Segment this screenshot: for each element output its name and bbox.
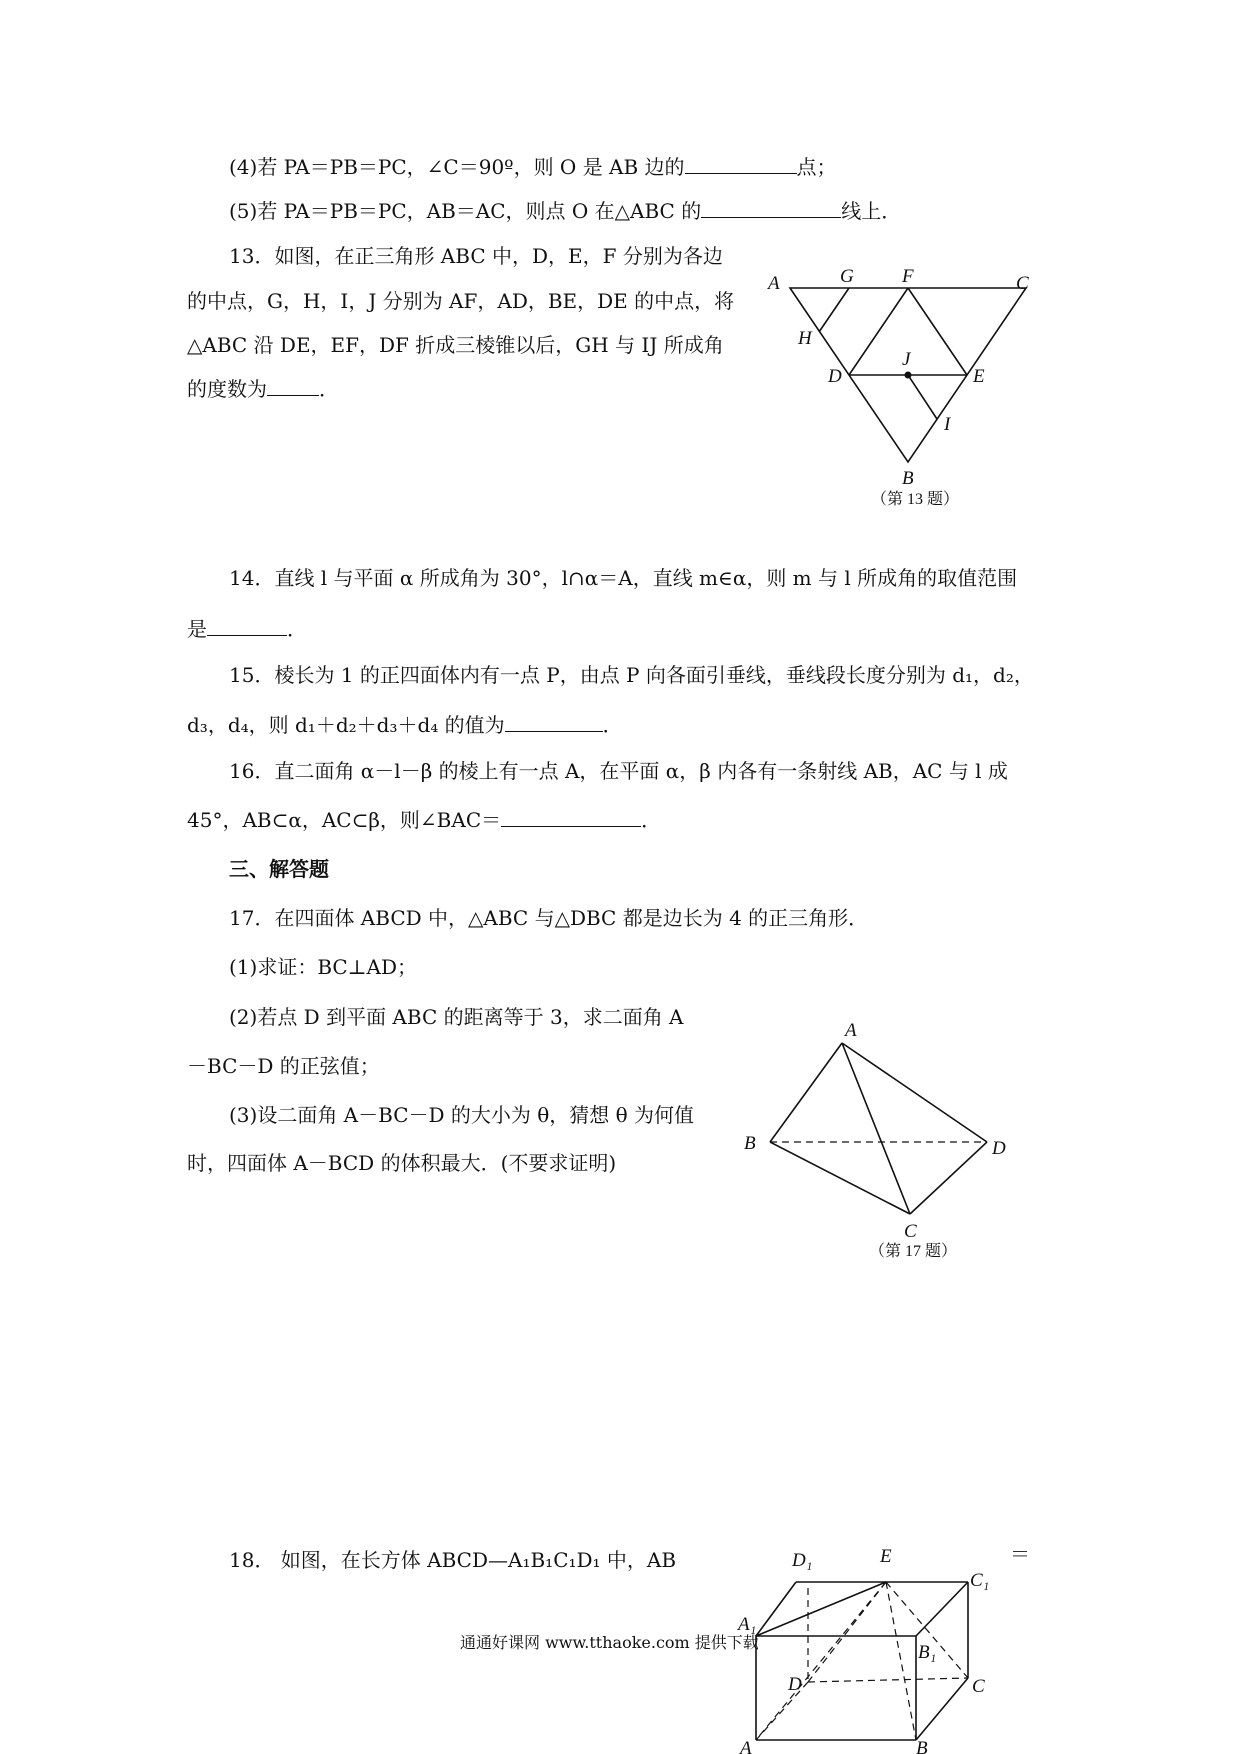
q13-line-4 — [187, 375, 339, 403]
edge-ad — [842, 1043, 987, 1142]
q13-line-4-text: 的度数为 — [187, 377, 267, 401]
segment-df — [849, 288, 908, 375]
q16-line-2-tail: ． — [641, 808, 662, 832]
label-g: G — [840, 266, 854, 287]
point-j — [905, 372, 912, 379]
answer-blank — [267, 375, 319, 396]
label-c: C — [1016, 273, 1029, 294]
label-b: B — [902, 468, 914, 489]
q17-part3-a: (3)设二面角 A－BC－D 的大小为 θ，猜想 θ 为何值 — [229, 1103, 695, 1127]
label-i: I — [944, 414, 951, 435]
answer-blank — [701, 197, 841, 218]
q16-line-2-text: 45°，AB⊂α，AC⊂β，则∠BAC＝ — [187, 808, 502, 832]
q15-line-2 — [187, 711, 623, 739]
label-c1: C₁ — [970, 1570, 990, 1591]
q17-part1: (1)求证：BC⊥AD； — [229, 955, 417, 979]
answer-blank — [505, 711, 603, 732]
segment-ji — [908, 375, 937, 419]
footer-watermark: 通通好课网 www.tthaoke.com 提供下载 — [460, 1633, 759, 1652]
q17-part2-b: －BC－D 的正弦值； — [187, 1054, 380, 1078]
answer-blank — [207, 615, 287, 636]
segment-gh — [819, 288, 849, 332]
q14-line-2 — [187, 615, 307, 643]
q12-part5 — [229, 197, 901, 225]
q17-stem: 17．在四面体 ABCD 中，△ABC 与△DBC 都是边长为 4 的正三角形． — [229, 906, 869, 930]
q14-line-2-tail: ． — [287, 617, 307, 641]
answer-blank — [501, 806, 641, 827]
edge-bc — [770, 1142, 910, 1214]
segment-ea-hidden — [756, 1582, 886, 1740]
q15-line-1: 15．棱长为 1 的正四面体内有一点 P，由点 P 向各面引垂线，垂线段长度分别为 d₁，d₂， — [229, 663, 1034, 687]
label-c: C — [972, 1676, 985, 1697]
edge-ab — [770, 1043, 842, 1142]
edge-cd — [910, 1142, 987, 1214]
label-e: E — [973, 366, 985, 387]
label-e: E — [880, 1546, 892, 1567]
label-c: C — [904, 1221, 917, 1242]
label-h: H — [798, 328, 812, 349]
q13-line-3: △ABC 沿 DE，EF，DF 折成三棱锥以后，GH 与 IJ 所成角 — [187, 333, 724, 357]
figure-17 — [732, 1018, 1022, 1268]
label-d: D — [828, 366, 842, 387]
q16-line-2 — [187, 806, 661, 834]
label-d: D — [788, 1674, 802, 1695]
q12-part5-text: (5)若 PA＝PB＝PC，AB＝AC，则点 O 在△ABC 的 — [229, 199, 702, 223]
label-b: B — [916, 1738, 928, 1754]
edge-bc — [916, 1678, 968, 1740]
label-a1: A₁ — [738, 1614, 757, 1635]
q12-part4 — [229, 153, 837, 181]
q15-line-2-text: d₃，d₄，则 d₁＋d₂＋d₃＋d₄ 的值为 — [187, 713, 505, 737]
q13-line-4-tail: ． — [319, 377, 339, 401]
figure-13-caption: （第 13 题） — [871, 491, 960, 508]
q18-equals: ＝ — [1010, 1542, 1030, 1566]
label-f: F — [902, 266, 914, 287]
q17-part3-b: 时，四面体 A－BCD 的体积最大．(不要求证明) — [187, 1151, 617, 1175]
q15-line-2-tail: ． — [602, 713, 623, 737]
answer-blank — [685, 153, 797, 174]
q16-line-1: 16．直二面角 α－l－β 的棱上有一点 A，在平面 α，β 内各有一条射线 AB，AC 与 l 成 — [229, 759, 1008, 783]
label-a: A — [740, 1738, 752, 1754]
segment-eb-hidden — [886, 1582, 916, 1740]
q12-part4-tail: 点； — [796, 155, 837, 179]
label-b1: B₁ — [918, 1642, 937, 1663]
segment-ec-hidden — [886, 1582, 968, 1678]
label-d1: D₁ — [792, 1550, 813, 1571]
q14-line-1: 14．直线 l 与平面 α 所成角为 30°，l∩α＝A，直线 m∈α，则 m 与 l 所成角的取值范围 — [229, 566, 1018, 590]
q13-line-1: 13．如图，在正三角形 ABC 中，D，E，F 分别为各边 — [229, 244, 723, 268]
edge-b1c1 — [916, 1582, 968, 1636]
q12-part5-tail: 线上． — [841, 199, 902, 223]
label-d: D — [992, 1138, 1006, 1159]
edge-ac — [842, 1043, 910, 1214]
label-b: B — [744, 1133, 756, 1154]
figure-17-caption: （第 17 题） — [869, 1243, 958, 1260]
edge-dc-hidden — [808, 1678, 968, 1682]
q14-line-2-text: 是 — [187, 617, 207, 641]
q17-part2-a: (2)若点 D 到平面 ABC 的距离等于 3，求二面角 A — [229, 1005, 684, 1029]
q12-part4-text: (4)若 PA＝PB＝PC，∠C＝90º，则 O 是 AB 边的 — [229, 155, 685, 179]
q13-line-2: 的中点，G，H，I，J 分别为 AF，AD，BE，DE 的中点，将 — [187, 289, 735, 313]
label-a: A — [845, 1020, 857, 1041]
segment-fe — [908, 288, 967, 375]
figure-13 — [760, 262, 1050, 512]
q18-line-1: 18． 如图，在长方体 ABCD—A₁B₁C₁D₁ 中，AB — [229, 1548, 677, 1572]
label-a: A — [768, 273, 780, 294]
segment-ed-hidden — [808, 1582, 886, 1682]
label-j: J — [902, 349, 911, 370]
section-heading: 三、解答题 — [229, 857, 329, 881]
